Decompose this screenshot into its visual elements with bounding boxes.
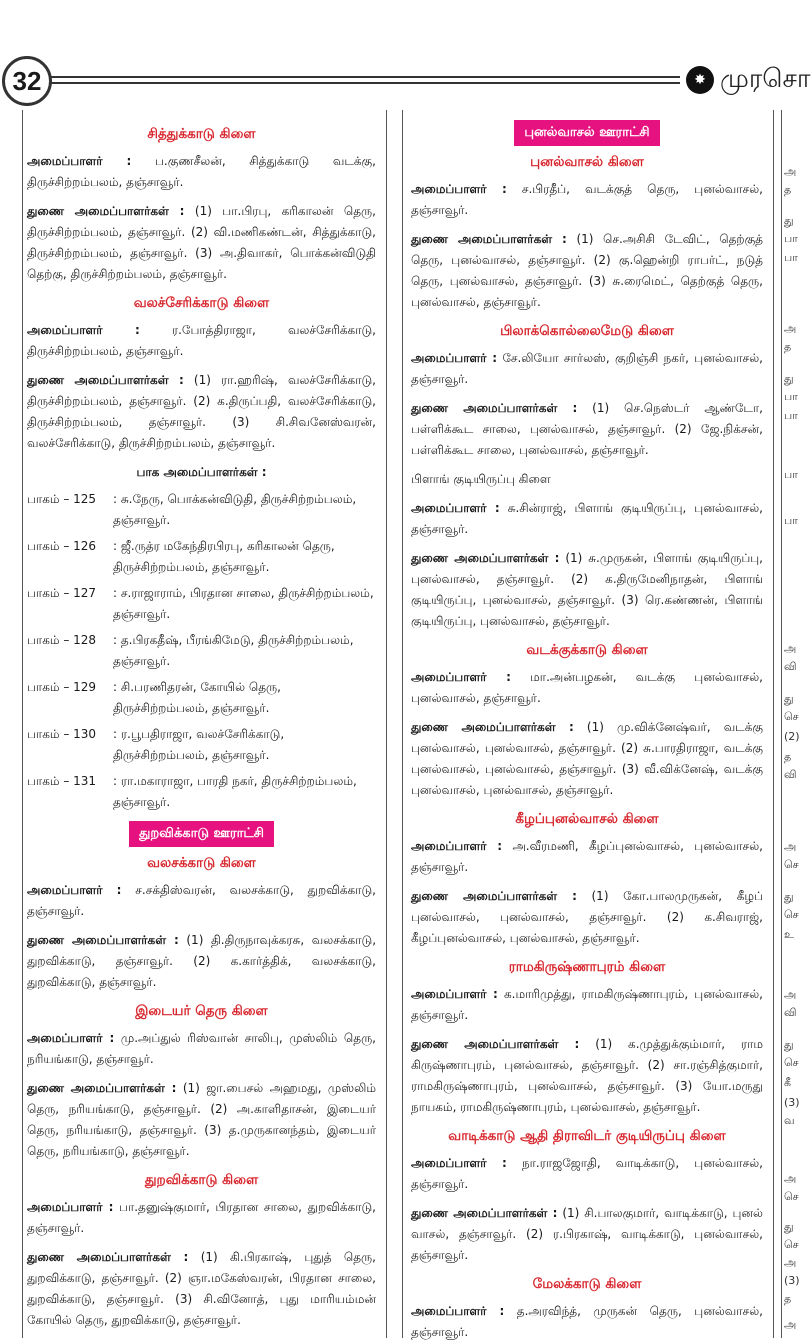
text-fragment: த bbox=[784, 1292, 792, 1305]
header-rule-bottom bbox=[40, 82, 680, 84]
text-fragment: செ bbox=[784, 858, 799, 871]
text-fragment: பா bbox=[784, 390, 798, 403]
text-fragment: அ bbox=[784, 1318, 797, 1331]
deputy-organizers-entry: துணை அமைப்பாளர்கள் : (1) க.முத்துக்கும்மார், ராம கிருஷ்ணாபுரம், புனல்வாசல், தஞ்சாவூர். (2) சா.ரஞ்சித்குமார், ராமகிருஷ்ணாபுரம், புனல்வாசல், தஞ்சாவூர். (3) யோ.மருது நாயகம், ராமகிருஷ்ணாபுரம், புனல்வாசல், தஞ்சாவூர். bbox=[411, 1037, 763, 1114]
section-title: பிலாக்கொல்லைமேடு கிளை bbox=[500, 323, 674, 339]
organizer-entry: அமைப்பாளர் : அ.வீரமணி, கீழப்புனல்வாசல், புனல்வாசல், தஞ்சாவூர். bbox=[411, 839, 763, 874]
deputy-organizers-entry: துணை அமைப்பாளர்கள் : (1) மு.விக்னேஷ்வர், வடக்கு புனல்வாசல், புனல்வாசல், தஞ்சாவூர். (2) சு.பாரதிராஜா, வடக்கு புனல்வாசல், புனல்வாசல், தஞ்சாவூர். (3) வீ.விக்னேஷ், வடக்கு புனல்வாசல், புனல்வாசல், தஞ்சாவூர். bbox=[411, 720, 763, 797]
deputy-organizers-entry: துணை அமைப்பாளர்கள் : (1) கி.பிரகாஷ், புதுத் தெரு, துறவிக்காடு, தஞ்சாவூர். (2) ஞா.மகேஸ்வரன், பிரதான சாலை, துறவிக்காடு, தஞ்சாவூர். (3) சி.வினோத், புது மாரியம்மன் கோயில் தெரு, துறவிக்காடு, தஞ்சாவூர். bbox=[27, 1250, 376, 1327]
organizer-entry: அமைப்பாளர் : மு.அப்துல் ரிஸ்வான் சாலிபு, முஸ்லிம் தெரு, நரியங்காடு, தஞ்சாவூர். bbox=[27, 1031, 376, 1066]
section-title: வாடிக்காடு ஆதி திராவிடர் குடியிருப்பு கிளை bbox=[448, 1128, 726, 1144]
text-fragment: பா bbox=[784, 514, 798, 527]
section-title: வலசக்காடு கிளை bbox=[147, 855, 256, 871]
rising-sun-emblem-icon: ✸ bbox=[686, 66, 714, 94]
ward-row: பாகம் – 127 : ச.ராஜாராம், பிரதான சாலை, திருச்சிற்றம்பலம், தஞ்சாவூர். bbox=[27, 586, 374, 621]
sub-branch-title: பிளாங் குடியிருப்பு கிளை bbox=[411, 472, 551, 486]
deputy-organizers-entry: துணை அமைப்பாளர்கள் : (1) தி.திருநாவுக்கரசு, வலசக்காடு, துறவிக்காடு, தஞ்சாவூர். (2) க.கார்த்திக், வலசக்காடு, துறவிக்காடு, தஞ்சாவூர். bbox=[27, 933, 377, 989]
organizer-entry: அமைப்பாளர் : சே.லியோ சார்லஸ், குறிஞ்சி நகர், புனல்வாசல், தஞ்சாவூர். bbox=[411, 351, 763, 386]
text-fragment: து bbox=[784, 214, 794, 227]
section-title: சித்துக்காடு கிளை bbox=[147, 126, 256, 142]
masthead-title: முரசொ bbox=[720, 63, 811, 94]
text-fragment: வி bbox=[784, 1006, 797, 1019]
column-2 bbox=[402, 110, 774, 1338]
header-rule-top bbox=[40, 76, 680, 78]
organizer-entry: அமைப்பாளர் : நா.ராஜஜோதி, வாடிக்காடு, புனல்வாசல், தஞ்சாவூர். bbox=[411, 1156, 763, 1191]
text-fragment: த bbox=[784, 183, 792, 196]
text-fragment: உ bbox=[784, 928, 794, 941]
text-fragment: கீ bbox=[784, 1076, 792, 1089]
text-fragment: செ bbox=[784, 908, 799, 921]
text-fragment: பா bbox=[784, 409, 798, 422]
ward-row: பாகம் – 125 : சு.நேரு, பொக்கன்விடுதி, திருச்சிற்றம்பலம், தஞ்சாவூர். bbox=[27, 492, 357, 527]
section-title: புனல்வாசல் கிளை bbox=[530, 154, 644, 170]
organizer-entry: அமைப்பாளர் : மா.அன்பழகன், வடக்கு புனல்வாசல், புனல்வாசல், தஞ்சாவூர். bbox=[411, 670, 763, 705]
organizer-entry: அமைப்பாளர் : சு.சின்ராஜ், பிளாங் குடியிருப்பு, புனல்வாசல், தஞ்சாவூர். bbox=[411, 501, 763, 536]
deputy-organizers-entry: துணை அமைப்பாளர்கள் : (1) சு.முருகன், பிளாங் குடியிருப்பு, புனல்வாசல், தஞ்சாவூர். (2) க.திருமேனிநாதன், பிளாங் குடியிருப்பு, புனல்வாசல், தஞ்சாவூர். (3) ரெ.கண்ணன், பிளாங் குடியிருப்பு, புனல்வாசல், தஞ்சாவூர். bbox=[411, 551, 763, 628]
text-fragment: அ bbox=[784, 1256, 797, 1269]
ward-row: பாகம் – 131 : ரா.மகாராஜா, பாரதி நகர், திருச்சிற்றம்பலம், தஞ்சாவூர். bbox=[27, 774, 357, 809]
section-title: வலச்சேரிக்காடு கிளை bbox=[133, 295, 270, 311]
column-1 bbox=[22, 110, 387, 1338]
panchayat-heading: துறவிக்காடு ஊராட்சி bbox=[129, 821, 274, 847]
organizer-entry: அமைப்பாளர் : ர.போத்திராஜா, வலச்சேரிக்காடு, திருச்சிற்றம்பலம், தஞ்சாவூர். bbox=[27, 323, 376, 358]
text-fragment: அ bbox=[784, 165, 797, 178]
text-fragment: செ bbox=[784, 710, 799, 723]
organizer-entry: அமைப்பாளர் : ச.சக்திஸ்வரன், வலசக்காடு, துறவிக்காடு, தஞ்சாவூர். bbox=[27, 883, 376, 918]
section-title: ராமகிருஷ்ணாபுரம் கிளை bbox=[508, 959, 666, 975]
text-fragment: அ bbox=[784, 642, 797, 655]
text-fragment: செ bbox=[784, 1190, 799, 1203]
text-fragment: செ bbox=[784, 1238, 799, 1251]
deputy-organizers-entry: துணை அமைப்பாளர்கள் : (1) ஜா.பைசல் அஹமது, முஸ்லிம் தெரு, நரியங்காடு, தஞ்சாவூர். (2) அ.காளிதாசன், இடையர் தெரு, நரியங்காடு, தஞ்சாவூர். (3) த.முருகானந்தம், இடையர் தெரு, நரியங்காடு, தஞ்சாவூர். bbox=[27, 1081, 376, 1158]
section-title: மேலக்காடு கிளை bbox=[532, 1276, 642, 1292]
section-title: வடக்குக்காடு கிளை bbox=[526, 642, 648, 658]
text-fragment: து bbox=[784, 1220, 794, 1233]
text-fragment: செ bbox=[784, 1056, 799, 1069]
deputy-organizers-entry: துணை அமைப்பாளர்கள் : (1) செ.நெஸ்டர் ஆண்டோ, பள்ளிக்கூட சாலை, புனல்வாசல், தஞ்சாவூர். (2) ஜே.நிக்சன், பள்ளிக்கூட சாலை, புனல்வாசல், தஞ்சாவூர். bbox=[411, 401, 763, 457]
text-fragment: து bbox=[784, 692, 794, 705]
ward-row: பாகம் – 130 : ர.பூபதிராஜா, வலச்சேரிக்காடு, திருச்சிற்றம்பலம், தஞ்சாவூர். bbox=[27, 727, 285, 762]
text-fragment: அ bbox=[784, 988, 797, 1001]
masthead bbox=[686, 58, 811, 102]
ward-organizers-heading: பாக அமைப்பாளர்கள் : bbox=[136, 465, 267, 479]
ward-row: பாகம் – 128 : த.பிரகதீஷ், பீரங்கிமேடு, திருச்சிற்றம்பலம், தஞ்சாவூர். bbox=[27, 633, 354, 668]
text-fragment: து bbox=[784, 1038, 794, 1051]
deputy-organizers-entry: துணை அமைப்பாளர்கள் : (1) சி.பாலகுமார், வாடிக்காடு, புனல் வாசல், தஞ்சாவூர். (2) ர.பிரகாஷ், வாடிக்காடு, புனல்வாசல், தஞ்சாவூர். bbox=[411, 1206, 763, 1262]
page-header bbox=[0, 0, 811, 110]
organizer-entry: அமைப்பாளர் : த.அரவிந்த், முருகன் தெரு, புனல்வாசல், தஞ்சாவூர். bbox=[411, 1304, 763, 1339]
text-fragment: த bbox=[784, 340, 792, 353]
text-fragment: (3) bbox=[784, 1096, 800, 1109]
section-title: கீழப்புனல்வாசல் கிளை bbox=[515, 811, 659, 827]
text-fragment: பா bbox=[784, 251, 798, 264]
page-number: 32 bbox=[2, 56, 52, 106]
text-fragment: த bbox=[784, 750, 792, 763]
deputy-organizers-entry: துணை அமைப்பாளர்கள் : (1) ரா.ஹரிஷ், வலச்சேரிக்காடு, திருச்சிற்றம்பலம், தஞ்சாவூர். (2) க.திருப்பதி, வலச்சேரிக்காடு, திருச்சிற்றம்பலம், தஞ்சாவூர். (3) சி.சிவனேஸ்வரன், வலச்சேரிக்காடு, திருச்சிற்றம்பலம், தஞ்சாவூர். bbox=[27, 373, 376, 450]
text-fragment: வி bbox=[784, 768, 797, 781]
text-fragment: அ bbox=[784, 1172, 797, 1185]
organizer-entry: அமைப்பாளர் : பா.தனுஷ்குமார், பிரதான சாலை, துறவிக்காடு, தஞ்சாவூர். bbox=[27, 1200, 376, 1235]
section-title: துறவிக்காடு கிளை bbox=[144, 1172, 259, 1188]
text-fragment: (3) bbox=[784, 1274, 800, 1287]
text-fragment: வ bbox=[784, 1114, 795, 1127]
ward-row: பாகம் – 129 : சி.பரணிதரன், கோயில் தெரு, திருச்சிற்றம்பலம், தஞ்சாவூர். bbox=[27, 680, 281, 715]
text-fragment: அ bbox=[784, 840, 797, 853]
deputy-organizers-entry: துணை அமைப்பாளர்கள் : (1) செ.அசிசி டேவிட், தெற்குத் தெரு, புனல்வாசல், தஞ்சாவூர். (2) கு.ஹென்றி ராபர்ட், நடுத் தெரு, புனல்வாசல், தஞ்சாவூர். (3) சு.ரைமெட், தெற்குத் தெரு, புனல்வாசல், தஞ்சாவூர். bbox=[411, 232, 764, 309]
text-fragment: பா bbox=[784, 232, 798, 245]
text-fragment: து bbox=[784, 372, 794, 385]
text-fragment: பா bbox=[784, 468, 798, 481]
organizer-entry: அமைப்பாளர் : ச.பிரதீப், வடக்குத் தெரு, புனல்வாசல், தஞ்சாவூர். bbox=[411, 182, 763, 217]
deputy-organizers-entry: துணை அமைப்பாளர்கள் : (1) கோ.பாலமுருகன், கீழப் புனல்வாசல், புனல்வாசல், தஞ்சாவூர். (2) க.சிவராஜ், கீழப்புனல்வாசல், புனல்வாசல், தஞ்சாவூர். bbox=[411, 889, 764, 945]
text-fragment: து bbox=[784, 890, 794, 903]
organizer-entry: அமைப்பாளர் : ப.குணசீலன், சித்துக்காடு வடக்கு, திருச்சிற்றம்பலம், தஞ்சாவூர். bbox=[27, 154, 376, 189]
ward-row: பாகம் – 126 : ஜீ.ருத்ர மகேந்திரபிரபு, கரிகாலன் தெரு, திருச்சிற்றம்பலம், தஞ்சாவூர். bbox=[27, 539, 335, 574]
text-fragment: அ bbox=[784, 322, 797, 335]
deputy-organizers-entry: துணை அமைப்பாளர்கள் : (1) பா.பிரபு, கரிகாலன் தெரு, திருச்சிற்றம்பலம், தஞ்சாவூர். (2) வி.மணிகண்டன், சித்துக்காடு, திருச்சிற்றம்பலம், தஞ்சாவூர். (3) அ.திவாகர், பொக்கன்விடுதி தெற்கு, திருச்சிற்றம்பலம், தஞ்சாவூர். bbox=[27, 204, 376, 281]
text-fragment: (2) bbox=[784, 730, 800, 743]
organizer-entry: அமைப்பாளர் : க.மாரிமுத்து, ராமகிருஷ்ணாபுரம், புனல்வாசல், தஞ்சாவூர். bbox=[411, 987, 763, 1022]
section-title: இடையர் தெரு கிளை bbox=[135, 1003, 268, 1019]
panchayat-heading: புனல்வாசல் ஊராட்சி bbox=[514, 120, 659, 146]
text-fragment: வி bbox=[784, 660, 797, 673]
